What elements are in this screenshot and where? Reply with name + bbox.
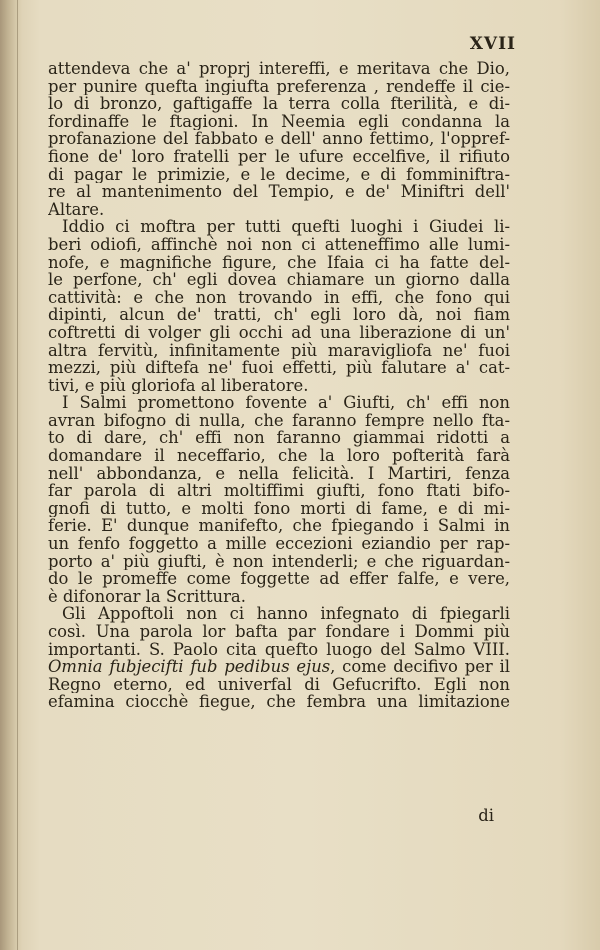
text-line: Gli Appoftoli non ci hanno infegnato di fpiegarli xyxy=(62,605,510,623)
text-line: dipinti, alcun de' tratti, ch' egli loro dà, noi fiam xyxy=(48,306,510,324)
text-line: di pagar le primizie, e le decime, e di fomminiftra- xyxy=(48,165,510,184)
text-line: gnofi di tutto, e molti fono morti di fame, e di mi- xyxy=(48,499,510,518)
text-line: ferie. E' dunque manifefto, che fpiegando i Salmi in xyxy=(48,517,510,536)
text-line: efamina ciocchè fiegue, che fembra una limitazione xyxy=(48,693,510,711)
text-line: profanazione del fabbato e dell' anno fettimo, l'oppref- xyxy=(48,130,510,148)
text-line: attendeva che a' proprj intereffi, e meritava che Dio, xyxy=(48,60,510,78)
text-line: altra fervitù, infinitamente più maravigliofa ne' fuoi xyxy=(48,341,510,360)
text-line: coftretti di volger gli occhi ad una liberazione di un' xyxy=(48,323,510,342)
body-text xyxy=(48,60,510,711)
text-line: Iddio ci moftra per tutti quefti luoghi i Giudei li- xyxy=(62,218,510,236)
text-line: nofe, e magnifiche figure, che Ifaia ci ha fatte del- xyxy=(48,253,510,272)
text-line: porto a' più giufti, è non intenderli; e che riguardan- xyxy=(48,552,510,571)
catchword: di xyxy=(478,806,494,825)
text-line: lo di bronzo, gaftigaffe la terra colla fterilità, e di- xyxy=(48,95,510,113)
text-line: to di dare, ch' effi non faranno giammai ridotti a xyxy=(48,429,510,448)
text-line: fione de' loro fratelli per le ufure eccelfive, il rifiuto xyxy=(48,147,510,166)
text-line: beri odiofi, affinchè noi non ci atteneffimo alle lumi- xyxy=(48,235,510,254)
text-line: Regno eterno, ed univerfal di Gefucrifto. Egli non xyxy=(48,675,510,694)
text-line: re al mantenimento del Tempio, e de' Miniftri dell' xyxy=(48,183,510,201)
text-line: far parola di altri moltiffimi giufti, fono ftati bifo- xyxy=(48,482,510,500)
text-line: tivi, e più gloriofa al liberatore. xyxy=(48,376,309,395)
text-line: domandare il neceffario, che la loro pofterità farà xyxy=(48,447,510,465)
text-line: cattività: e che non trovando in effi, che fono qui xyxy=(48,288,510,307)
text-line: Omnia fubjecifti fub pedibus ejus, come decifivo per il xyxy=(48,658,510,676)
text-line: nell' abbondanza, e nella felicità. I Martiri, fenza xyxy=(48,464,510,483)
page-folio-number: XVII xyxy=(469,34,516,54)
page-binding-shadow xyxy=(0,0,22,950)
text-line: I Salmi promettono fovente a' Giufti, ch' effi non xyxy=(62,394,510,412)
text-line: è difonorar la Scrittura. xyxy=(48,587,246,606)
text-line: così. Una parola lor bafta par fondare i Dommi più xyxy=(48,623,510,641)
text-line: le perfone, ch' egli dovea chiamare un giorno dalla xyxy=(48,271,510,289)
binding-edge-line xyxy=(17,0,18,950)
text-line: fordinaffe le ftagioni. In Neemia egli condanna la xyxy=(48,112,510,131)
text-line: do le promeffe come foggette ad effer falfe, e vere, xyxy=(48,570,510,588)
text-line: importanti. S. Paolo cita quefto luogo del Salmo VIII. xyxy=(48,640,510,659)
text-line: mezzi, più diftefa ne' fuoi effetti, più falutare a' cat- xyxy=(48,359,510,377)
text-line: per punire quefta ingiufta preferenza , rendeffe il cie- xyxy=(48,77,510,96)
text-line: Altare. xyxy=(48,200,105,219)
text-line: un fenfo foggetto a mille eccezioni eziandio per rap- xyxy=(48,535,510,553)
text-line: avran bifogno di nulla, che faranno fempre nello fta- xyxy=(48,411,510,430)
